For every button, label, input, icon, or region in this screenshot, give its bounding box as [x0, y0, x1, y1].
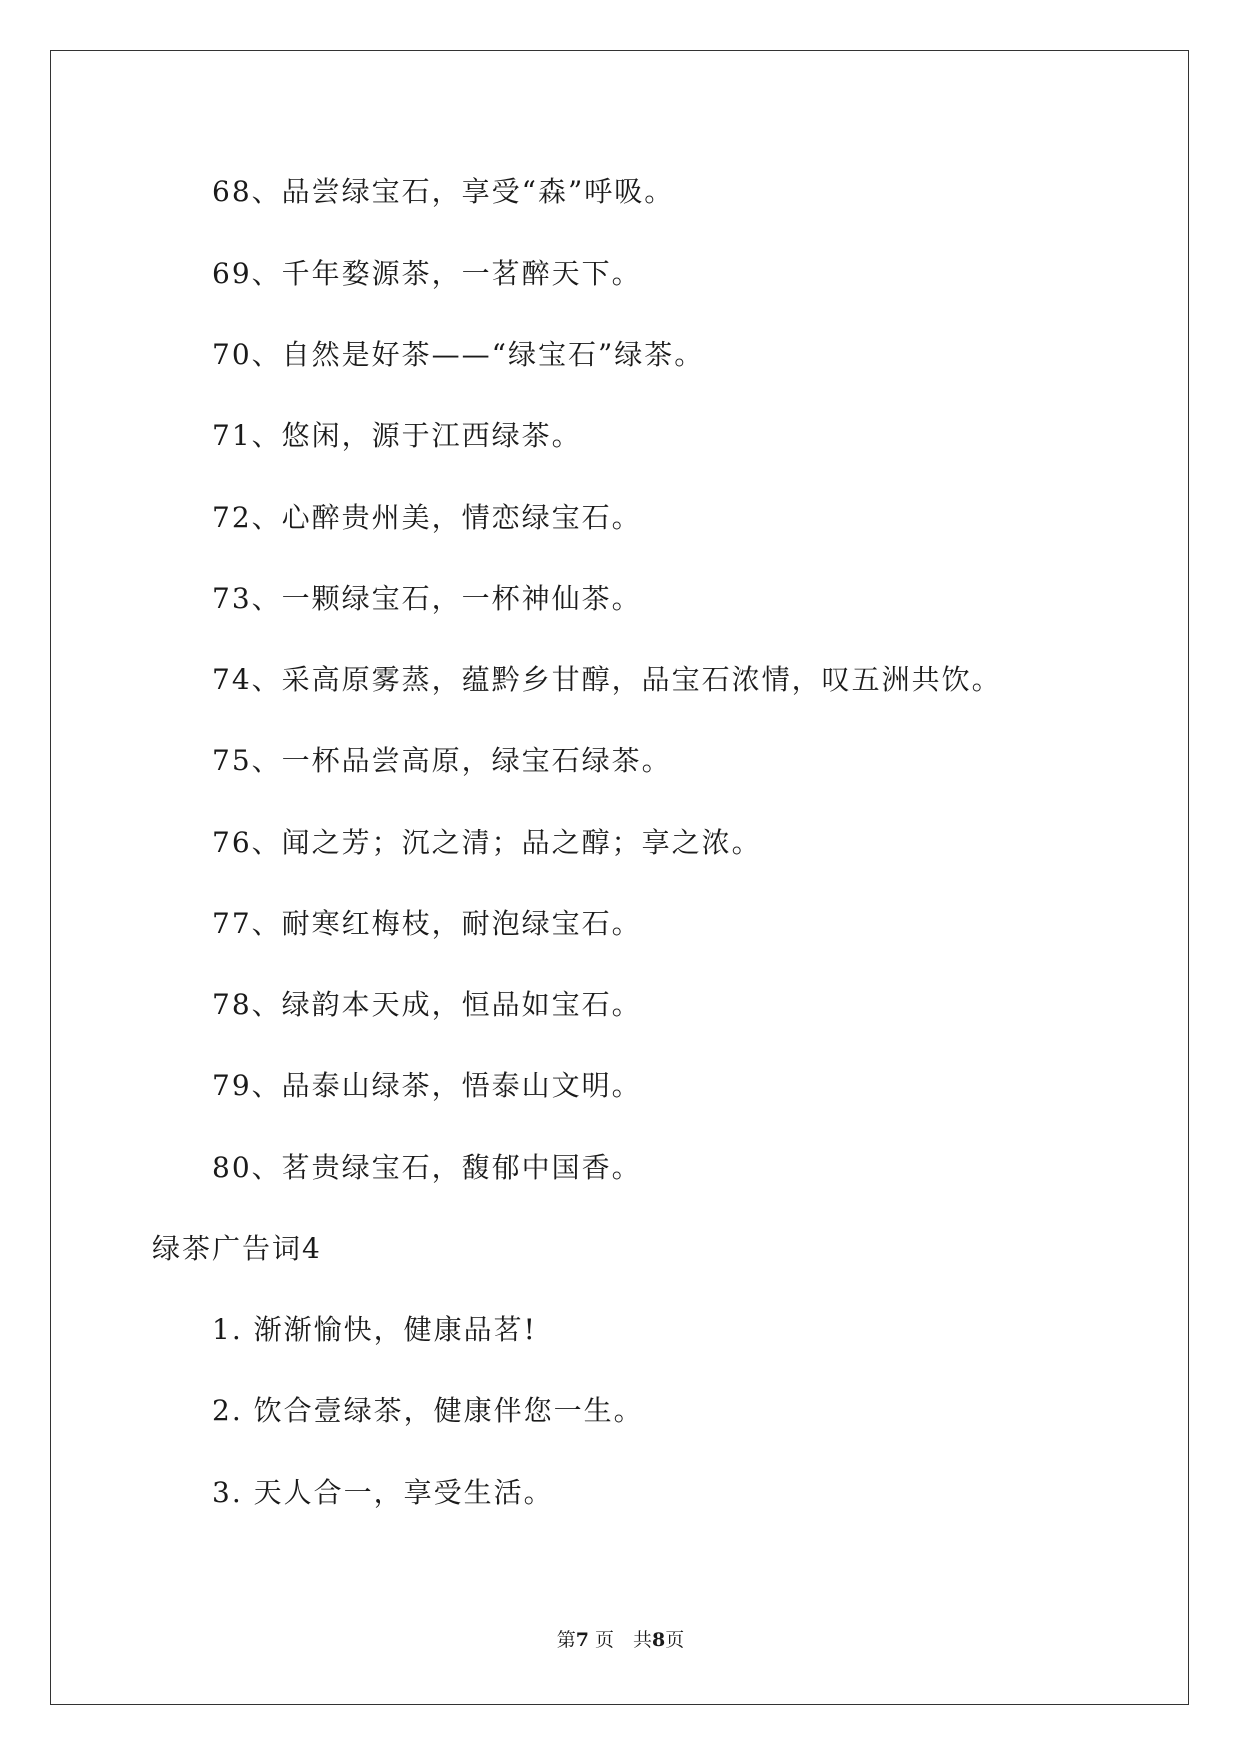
- section-line-3: 3. 天人合一，享受生活。: [212, 1476, 554, 1509]
- footer-page-prefix: 第: [556, 1629, 576, 1651]
- page-footer: [0, 1628, 1241, 1652]
- footer-page-mid: 页 共: [595, 1629, 653, 1651]
- footer-page-current: 7: [575, 1629, 589, 1651]
- slogan-line-74: 74、采高原雾蒸，蕴黔乡甘醇，品宝石浓情，叹五洲共饮。: [212, 663, 1002, 696]
- section-line-1: 1. 渐渐愉快，健康品茗!: [212, 1313, 537, 1346]
- slogan-line-80: 80、茗贵绿宝石，馥郁中国香。: [212, 1151, 642, 1184]
- slogan-line-75: 75、一杯品尝高原，绿宝石绿茶。: [212, 744, 672, 777]
- section-line-2: 2. 饮合壹绿茶，健康伴您一生。: [212, 1394, 644, 1427]
- slogan-line-70: 70、自然是好茶——“绿宝石”绿茶。: [212, 338, 705, 371]
- slogan-line-78: 78、绿韵本天成，恒品如宝石。: [212, 988, 642, 1021]
- slogan-line-69: 69、千年婺源茶，一茗醉天下。: [212, 257, 642, 290]
- slogan-line-72: 72、心醉贵州美，情恋绿宝石。: [212, 501, 642, 534]
- section-heading: 绿茶广告词4: [152, 1232, 322, 1265]
- slogan-line-68: 68、品尝绿宝石，享受“森”呼吸。: [212, 175, 675, 208]
- footer-page-suffix: 页: [665, 1629, 685, 1651]
- footer-page-total: 8: [652, 1629, 666, 1651]
- page-frame: [50, 50, 1189, 1705]
- slogan-line-79: 79、品泰山绿茶，悟泰山文明。: [212, 1069, 642, 1102]
- slogan-line-73: 73、一颗绿宝石，一杯神仙茶。: [212, 582, 642, 615]
- slogan-line-71: 71、悠闲，源于江西绿茶。: [212, 419, 582, 452]
- slogan-line-77: 77、耐寒红梅枝，耐泡绿宝石。: [212, 907, 642, 940]
- slogan-line-76: 76、闻之芳；沉之清；品之醇；享之浓。: [212, 826, 762, 859]
